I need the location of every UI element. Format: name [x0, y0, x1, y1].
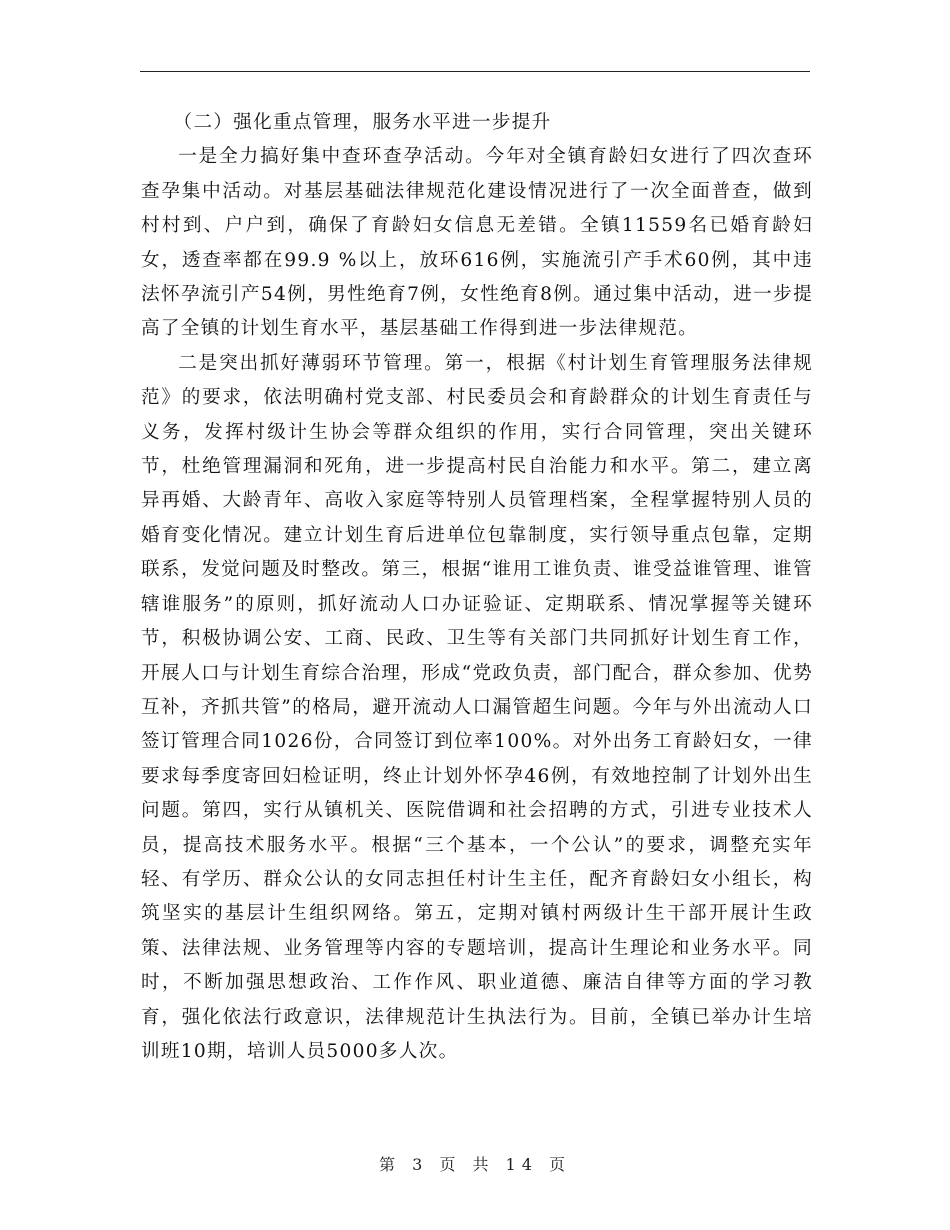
header-rule: [140, 71, 810, 72]
page-number-footer: 第 3 页 共 14 页: [379, 1155, 571, 1174]
document-body: [141, 106, 813, 1069]
paragraph-weak-links-management: 二是突出抓好薄弱环节管理。第一，根据《村计划生育管理服务法律规范》的要求，依法明确村党支部、村民委员会和育龄群众的计划生育责任与义务，发挥村级计生协会等群众组织的作用，实行合同管理，突出关键环节，杜绝管理漏洞和死角，进一步提高村民自治能力和水平。第二，建立离异再婚、大龄青年、高收入家庭等特别人员管理档案，全程掌握特别人员的婚育变化情况。建立计划生育后进单位包靠制度，实行领导重点包靠，定期联系，发觉问题及时整改。第三，根据“谁用工谁负责、谁受益谁管理、谁管辖谁服务”的原则，抓好流动人口办证验证、定期联系、情况掌握等关键环节，积极协调公安、工商、民政、卫生等有关部门共同抓好计划生育工作，开展人口与计划生育综合治理，形成“党政负责，部门配合，群众参加、优势互补，齐抓共管”的格局，避开流动人口漏管超生问题。今年与外出流动人口签订管理合同1026份，合同签订到位率100%。对外出务工育龄妇女，一律要求每季度寄回妇检证明，终止计划外怀孕46例，有效地控制了计划外出生问题。第四，实行从镇机关、医院借调和社会招聘的方式，引进专业技术人员，提高技术服务水平。根据“三个基本，一个公认”的要求，调整充实年轻、有学历、群众公认的女同志担任村计生主任，配齐育龄妇女小组长，构筑坚实的基层计生组织网络。第五，定期对镇村两级计生干部开展计生政策、法律法规、业务管理等内容的专题培训，提高计生理论和业务水平。同时，不断加强思想政治、工作作风、职业道德、廉洁自律等方面的学习教育，强化依法行政意识，法律规范计生执法行为。目前，全镇已举办计生培训班10期，培训人员5000多人次。: [141, 352, 813, 1062]
section-heading: （二）强化重点管理，服务水平进一步提升: [173, 112, 552, 133]
paragraph-centralized-checks: 一是全力搞好集中查环查孕活动。今年对全镇育龄妇女进行了四次查环查孕集中活动。对基层基础法律规范化建设情况进行了一次全面普查，做到村村到、户户到，确保了育龄妇女信息无差错。全镇11559名已婚育龄妇女，透查率都在99.9 %以上，放环616例，实施流引产手术60例，其中违法怀孕流引产54例，男性绝育7例，女性绝育8例。通过集中活动，进一步提高了全镇的计划生育水平，基层基础工作得到进一步法律规范。: [141, 146, 813, 340]
